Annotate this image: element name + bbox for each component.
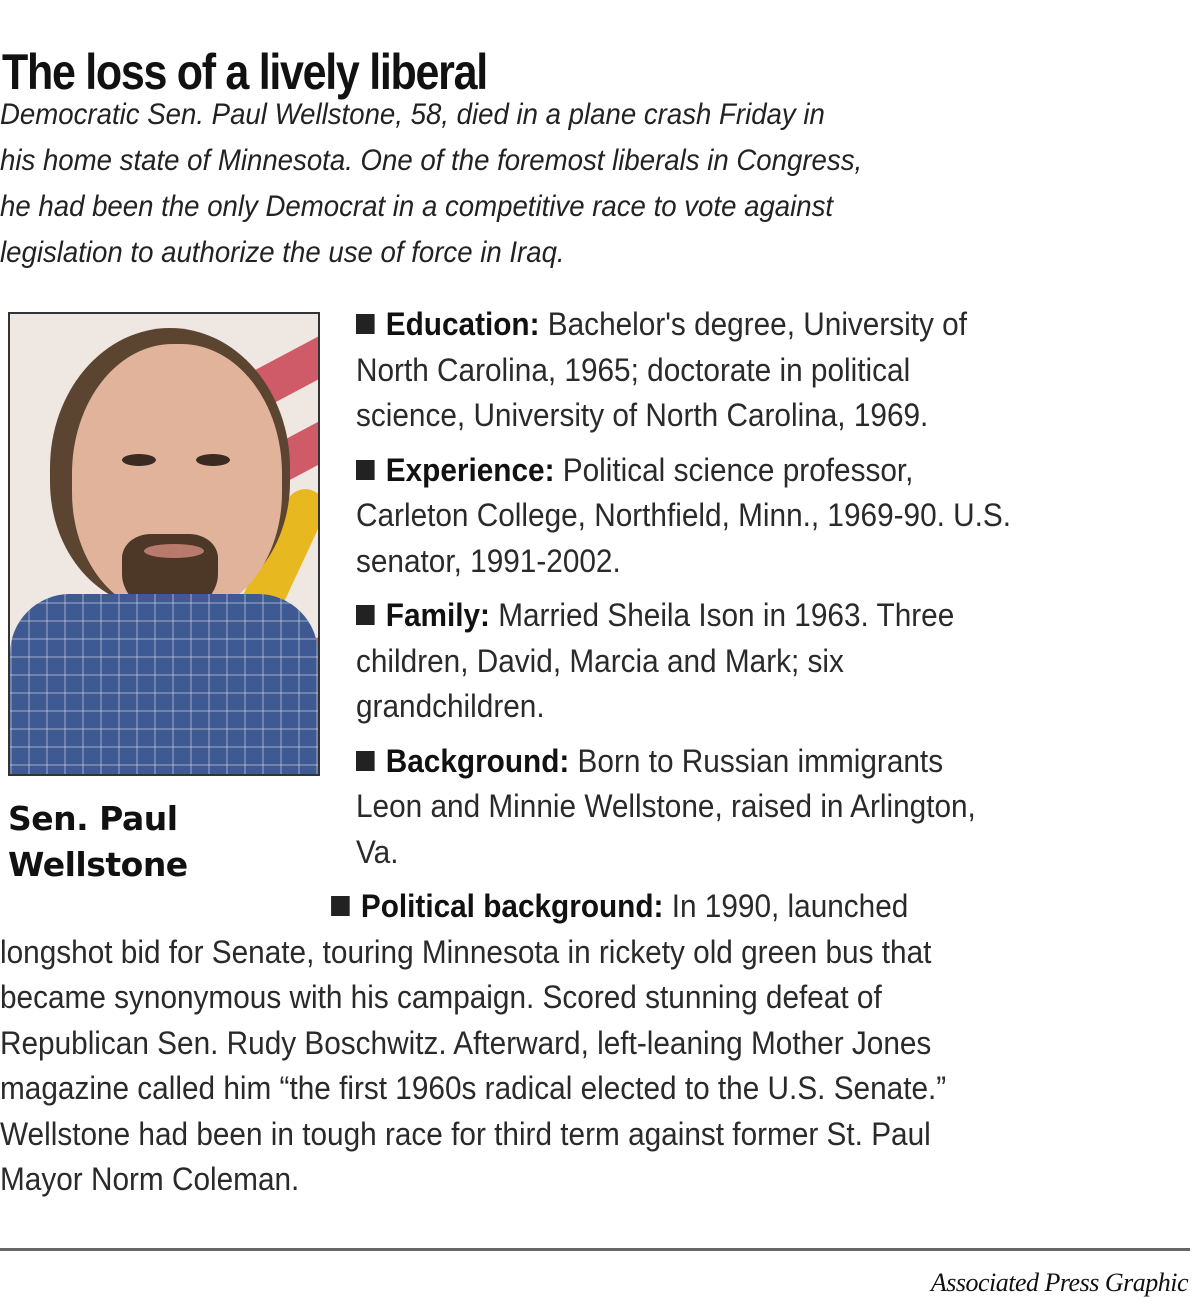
fact-background: [356, 739, 1196, 876]
intro-line: his home state of Minnesota. One of the foremost liberals in Congress,: [0, 144, 863, 177]
fact-label: Background:: [385, 742, 570, 779]
fact-label: Experience:: [385, 451, 555, 488]
square-bullet-icon: [356, 314, 375, 334]
fact-label: Political background:: [360, 888, 664, 924]
fact-political-background: [0, 884, 1200, 1203]
fact-text: Wellstone had been in tough race for third term against former St. Paul: [0, 1115, 931, 1152]
eye: [196, 454, 230, 466]
fact-text: grandchildren.: [356, 688, 545, 724]
intro-line: Democratic Sen. Paul Wellstone, 58, died in a plane crash Friday in: [0, 98, 825, 131]
fact-text: North Carolina, 1965; doctorate in political: [356, 351, 911, 388]
source-credit: Associated Press Graphic: [930, 1268, 1188, 1297]
fact-text: magazine called him “the first 1960s radical elected to the U.S. Senate.”: [0, 1070, 947, 1106]
fact-text: became synonymous with his campaign. Scored stunning defeat of: [0, 979, 882, 1015]
fact-text: Va.: [356, 833, 399, 870]
photo-caption: [8, 796, 188, 888]
fact-family: [356, 593, 1196, 730]
intro-line: he had been the only Democrat in a competitive race to vote against: [0, 190, 834, 223]
mouth: [144, 544, 204, 558]
fact-text: Mayor Norm Coleman.: [0, 1161, 300, 1197]
fact-text: In 1990, launched: [663, 888, 909, 924]
intro-paragraph: [0, 92, 1200, 276]
eye: [122, 454, 156, 466]
fact-text: Born to Russian immigrants: [569, 742, 944, 779]
fact-text: Bachelor's degree, University of: [539, 306, 967, 342]
divider-rule: [0, 1248, 1190, 1251]
square-bullet-icon: [356, 460, 375, 480]
caption-line: Sen. Paul: [8, 799, 178, 838]
fact-education: [356, 302, 1196, 439]
fact-label: Education:: [385, 306, 540, 342]
fact-text: Carleton College, Northfield, Minn., 1969-90. U.S.: [356, 497, 1012, 533]
fact-text: science, University of North Carolina, 1969.: [356, 397, 929, 433]
portrait-photo: [8, 312, 320, 776]
square-bullet-icon: [356, 605, 375, 625]
intro-line: legislation to authorize the use of force in Iraq.: [0, 236, 565, 269]
fact-experience: [356, 448, 1196, 585]
headline: The loss of a lively liberal: [2, 43, 487, 100]
plaid-shirt: [10, 594, 318, 776]
fact-text: children, David, Marcia and Mark; six: [356, 642, 844, 679]
fact-list: [356, 302, 1196, 884]
fact-text: Leon and Minnie Wellstone, raised in Arlington,: [356, 788, 976, 824]
fact-text: Married Sheila Ison in 1963. Three: [489, 597, 955, 633]
fact-text: longshot bid for Senate, touring Minnesota in rickety old green bus that: [0, 933, 932, 970]
square-bullet-icon: [331, 896, 350, 916]
square-bullet-icon: [356, 751, 375, 771]
fact-text: Republican Sen. Rudy Boschwitz. Afterward, left-leaning Mother Jones: [0, 1024, 932, 1061]
caption-line: Wellstone: [8, 845, 188, 884]
fact-text: senator, 1991-2002.: [356, 542, 621, 579]
fact-text: Political science professor,: [554, 451, 914, 488]
fact-label: Family:: [385, 597, 490, 633]
